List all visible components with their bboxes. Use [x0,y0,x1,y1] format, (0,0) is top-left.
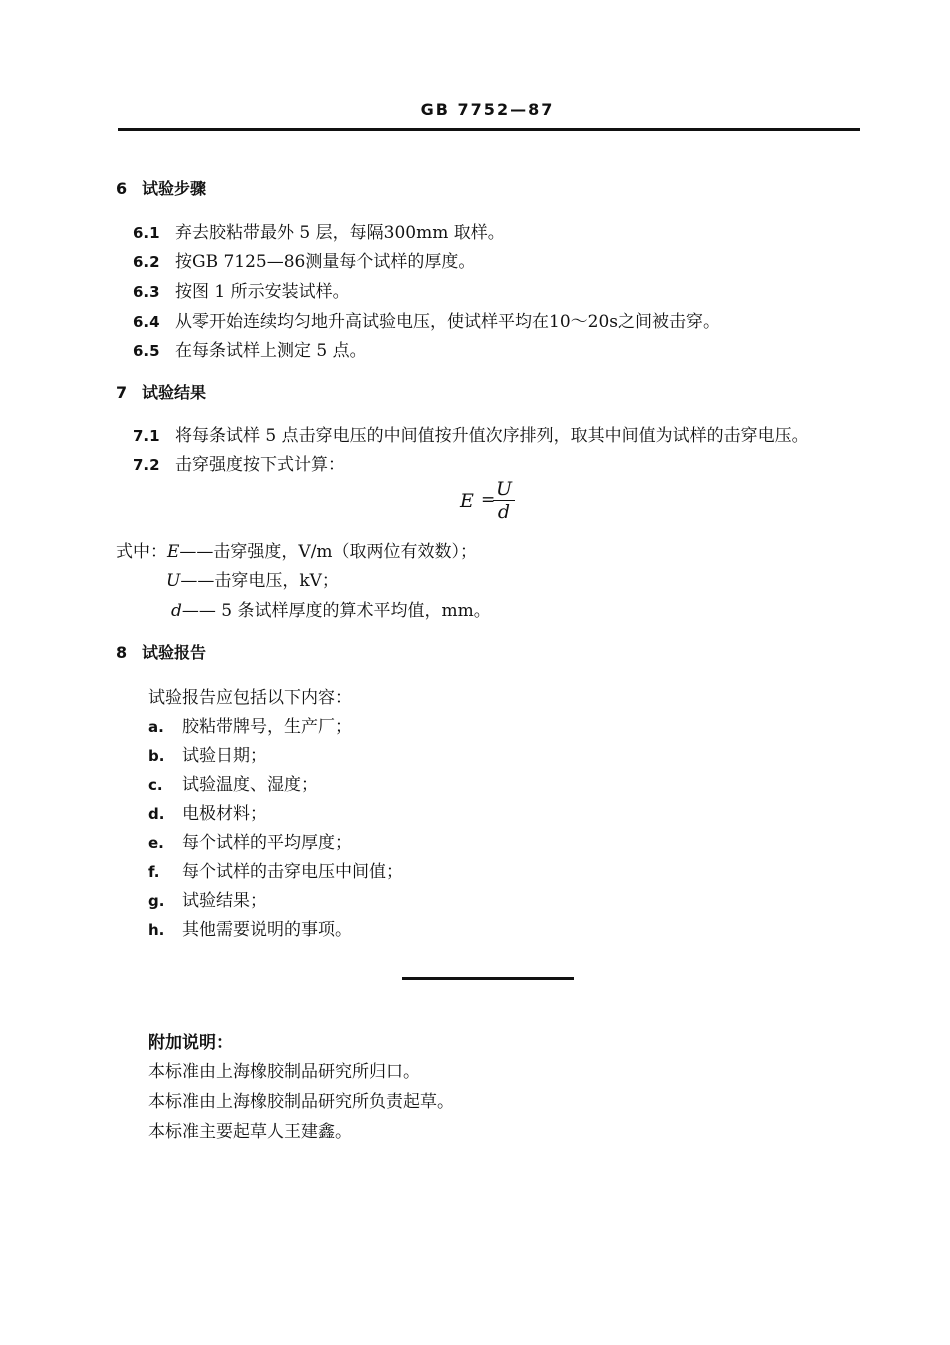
list-item [148,799,267,824]
item-letter: g. [148,892,165,910]
section-title: 试验步骤 [142,179,207,198]
item-text: 从零开始连续均匀地升高试验电压，使试样平均在10～20s之间被击穿。 [175,312,720,332]
section-6-heading [116,176,206,199]
list-item [148,770,318,795]
item-letter: d. [148,805,165,823]
section-title: 试验结果 [142,383,207,402]
item-text: 按图 1 所示安装试样。 [175,282,350,302]
where-symbol: E [167,542,180,562]
item-text: 击穿强度按下式计算： [175,455,345,475]
appendix-line: 本标准由上海橡胶制品研究所负责起草。 [148,1092,454,1112]
item-letter: e. [148,834,164,852]
item-text: 每个试样的平均厚度； [182,833,352,853]
list-item [133,218,505,243]
appendix-title: 附加说明： [148,1033,233,1053]
item-text: 其他需要说明的事项。 [182,920,352,940]
item-letter: f. [148,863,160,881]
item-letter: h. [148,921,165,939]
formula-denominator: d [497,501,511,523]
list-item [148,828,352,853]
where-description: ——击穿强度，V/m（取两位有效数）； [179,542,478,562]
report-intro: 试验报告应包括以下内容： [148,688,352,708]
item-number: 6.3 [133,283,160,301]
item-text: 每个试样的击穿电压中间值； [182,862,403,882]
where-symbol: U [166,571,181,591]
list-item [133,277,350,302]
list-item [148,741,267,766]
list-item [133,247,475,272]
where-label: 式中： [116,542,167,562]
item-letter: c. [148,776,163,794]
where-description: —— 5 条试样厚度的算术平均值，mm。 [181,601,491,621]
item-letter: b. [148,747,165,765]
where-line [116,537,477,562]
header-standard-code: GB 7752—87 [420,100,555,119]
list-item [148,886,267,911]
list-item [133,421,809,446]
formula-fraction [493,478,515,523]
section-number: 6 [116,179,128,198]
list-item [148,712,352,737]
appendix-line: 本标准由上海橡胶制品研究所归口。 [148,1062,420,1082]
item-number: 6.4 [133,313,160,331]
header-rule [118,128,860,131]
item-text: 试验结果； [182,891,267,911]
appendix-line: 本标准主要起草人王建鑫。 [148,1122,352,1142]
where-description: ——击穿电压，kV； [180,571,339,591]
end-rule [402,977,574,980]
where-symbol: d [171,601,182,621]
item-text: 将每条试样 5 点击穿电压的中间值按升值次序排列，取其中间值为试样的击穿电压。 [175,426,809,446]
item-letter: a. [148,718,164,736]
section-7-heading [116,380,206,403]
list-item [133,307,720,332]
where-line [166,566,339,591]
item-text: 在每条试样上测定 5 点。 [175,341,367,361]
section-number: 7 [116,383,128,402]
formula-equals: = [481,490,496,510]
item-text: 按GB 7125—86测量每个试样的厚度。 [175,252,476,272]
item-text: 弃去胶粘带最外 5 层，每隔300mm 取样。 [175,223,505,243]
list-item [148,857,403,882]
item-text: 试验温度、湿度； [182,775,318,795]
item-number: 6.5 [133,342,160,360]
section-number: 8 [116,643,128,662]
item-text: 胶粘带牌号，生产厂； [182,717,352,737]
section-8-heading [116,640,206,663]
formula-lhs: E [460,490,474,512]
list-item [133,450,345,475]
item-text: 试验日期； [182,746,267,766]
item-number: 6.1 [133,224,160,242]
where-line [171,596,491,621]
item-number: 6.2 [133,253,160,271]
item-text: 电极材料； [182,804,267,824]
section-title: 试验报告 [142,643,207,662]
item-number: 7.2 [133,456,160,474]
list-item [133,336,367,361]
list-item [148,915,352,940]
item-number: 7.1 [133,427,160,445]
formula-numerator: U [493,478,515,501]
